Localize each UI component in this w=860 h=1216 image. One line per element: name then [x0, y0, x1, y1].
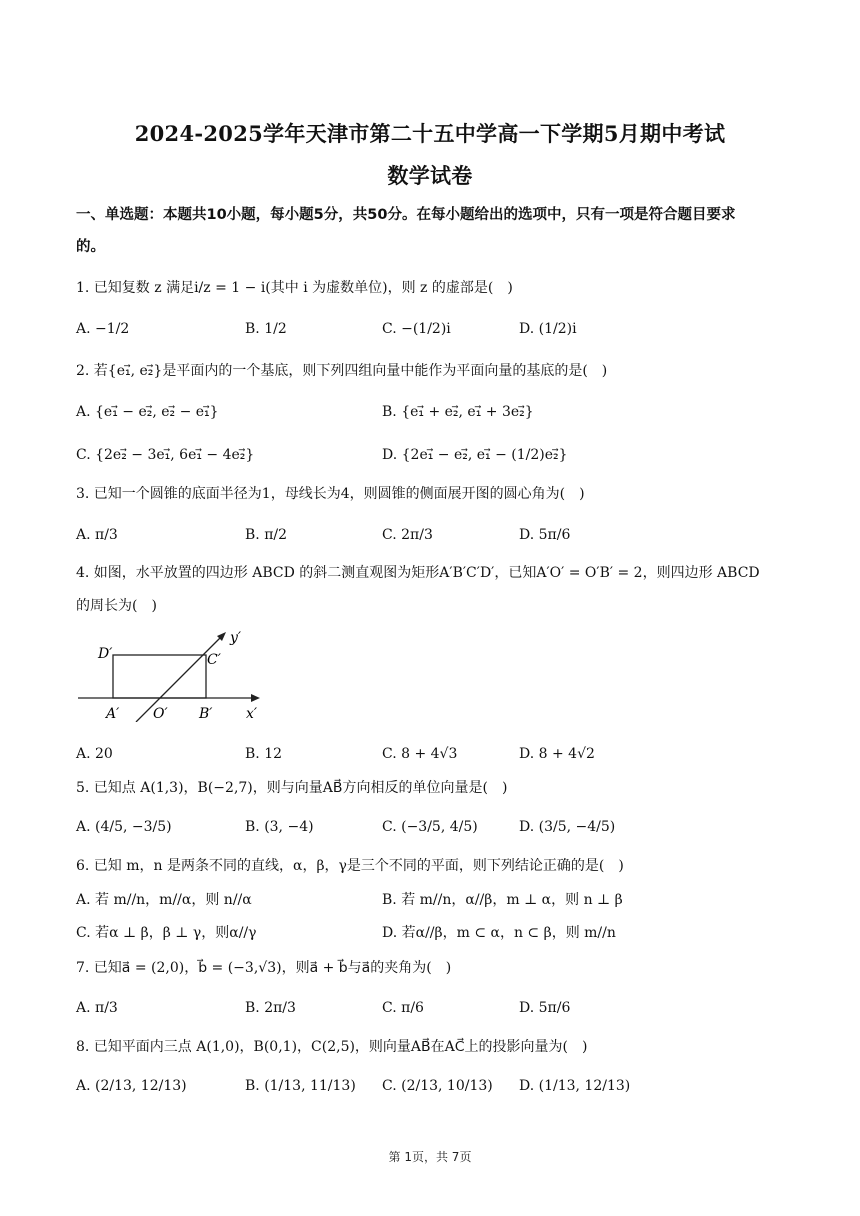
- label-y: y′: [230, 630, 242, 646]
- label-b: B′: [199, 706, 213, 722]
- q5-option-c[interactable]: C. (−3/5, 4/5): [382, 819, 478, 835]
- question-8: 8. 已知平面内三点 A(1,0)，B(0,1)，C(2,5)，则向量AB⃗在AC⃗上的投影向量为( ): [76, 1039, 588, 1055]
- label-o: O′: [153, 706, 168, 722]
- q7-option-a[interactable]: A. π/3: [76, 1000, 118, 1016]
- q8-option-b[interactable]: B. (1/13, 11/13): [245, 1078, 356, 1094]
- page-subtitle: 数学试卷: [387, 163, 473, 188]
- q5-option-a[interactable]: A. (4/5, −3/5): [76, 819, 172, 835]
- q3-option-b[interactable]: B. π/2: [245, 527, 288, 543]
- q1-option-c[interactable]: C. −(1/2)i: [382, 321, 451, 337]
- q1-option-a[interactable]: A. −1/2: [76, 321, 130, 337]
- question-1: 1. 已知复数 z 满足i/z = 1 − i(其中 i 为虚数单位)，则 z 的虚部是( ): [76, 280, 513, 296]
- q4-option-a[interactable]: A. 20: [76, 746, 113, 762]
- q4-option-d[interactable]: D. 8 + 4√2: [519, 746, 595, 762]
- q2-option-b[interactable]: B. {e₁⃗ + e₂⃗, e₁⃗ + 3e₂⃗}: [382, 404, 534, 420]
- q7-option-c[interactable]: C. π/6: [382, 1000, 424, 1016]
- q8-option-c[interactable]: C. (2/13, 10/13): [382, 1078, 493, 1094]
- q3-option-d[interactable]: D. 5π/6: [519, 527, 571, 543]
- page-title: 2024-2025学年天津市第二十五中学高一下学期5月期中考试: [134, 121, 726, 146]
- q6-option-d[interactable]: D. 若α//β，m ⊂ α，n ⊂ β，则 m//n: [382, 925, 616, 941]
- q7-option-d[interactable]: D. 5π/6: [519, 1000, 571, 1016]
- label-x: x′: [246, 706, 258, 722]
- q8-option-a[interactable]: A. (2/13, 12/13): [76, 1078, 187, 1094]
- q3-option-a[interactable]: A. π/3: [76, 527, 118, 543]
- q1-option-d[interactable]: D. (1/2)i: [519, 321, 577, 337]
- question-7: 7. 已知a⃗ = (2,0)，b⃗ = (−3,√3)，则a⃗ + b⃗与a⃗的夹角为( ): [76, 960, 452, 976]
- oblique-projection-figure: [76, 626, 276, 726]
- q5-option-b[interactable]: B. (3, −4): [245, 819, 314, 835]
- q1-option-b[interactable]: B. 1/2: [245, 321, 287, 337]
- question-3: 3. 已知一个圆锥的底面半径为1，母线长为4，则圆锥的侧面展开图的圆心角为( ): [76, 486, 585, 502]
- q2-option-d[interactable]: D. {2e₁⃗ − e₂⃗, e₁⃗ − (1/2)e₂⃗}: [382, 447, 568, 463]
- q2-option-a[interactable]: A. {e₁⃗ − e₂⃗, e₂⃗ − e₁⃗}: [76, 404, 219, 420]
- q5-option-d[interactable]: D. (3/5, −4/5): [519, 819, 616, 835]
- q6-option-a[interactable]: A. 若 m//n，m//α，则 n//α: [76, 892, 252, 908]
- figure-svg: [76, 626, 276, 722]
- page-footer: 第 1页，共 7页: [388, 1150, 472, 1164]
- section-heading: 一、单选题：本题共10小题，每小题5分，共50分。在每小题给出的选项中，只有一项是符合题目要求: [76, 207, 736, 223]
- question-5: 5. 已知点 A(1,3)，B(−2,7)，则与向量AB⃗方向相反的单位向量是( ): [76, 780, 508, 796]
- x-axis-arrow: [251, 694, 260, 702]
- q8-option-d[interactable]: D. (1/13, 12/13): [519, 1078, 631, 1094]
- question-4: 4. 如图，水平放置的四边形 ABCD 的斜二测直观图为矩形A′B′C′D′，已知A′O′ = O′B′ = 2，则四边形 ABCD: [76, 565, 760, 581]
- label-c: C′: [207, 652, 221, 668]
- question-6: 6. 已知 m，n 是两条不同的直线，α，β，γ是三个不同的平面，则下列结论正确的是( ): [76, 858, 624, 874]
- q3-option-c[interactable]: C. 2π/3: [382, 527, 433, 543]
- q6-option-b[interactable]: B. 若 m//n，α//β，m ⊥ α，则 n ⊥ β: [382, 892, 623, 908]
- question-4-cont: 的周长为( ): [76, 598, 157, 614]
- rectangle-abcd: [113, 655, 206, 698]
- section-heading-cont: 的。: [76, 239, 105, 255]
- question-2: 2. 若{e₁⃗, e₂⃗}是平面内的一个基底，则下列四组向量中能作为平面向量的基底的是( ): [76, 363, 608, 379]
- q2-option-c[interactable]: C. {2e₂⃗ − 3e₁⃗, 6e₁⃗ − 4e₂⃗}: [76, 447, 255, 463]
- label-a: A′: [106, 706, 120, 722]
- q4-option-b[interactable]: B. 12: [245, 746, 283, 762]
- label-d: D′: [98, 646, 113, 662]
- q6-option-c[interactable]: C. 若α ⊥ β，β ⊥ γ，则α//γ: [76, 925, 257, 941]
- q7-option-b[interactable]: B. 2π/3: [245, 1000, 296, 1016]
- q4-option-c[interactable]: C. 8 + 4√3: [382, 746, 458, 762]
